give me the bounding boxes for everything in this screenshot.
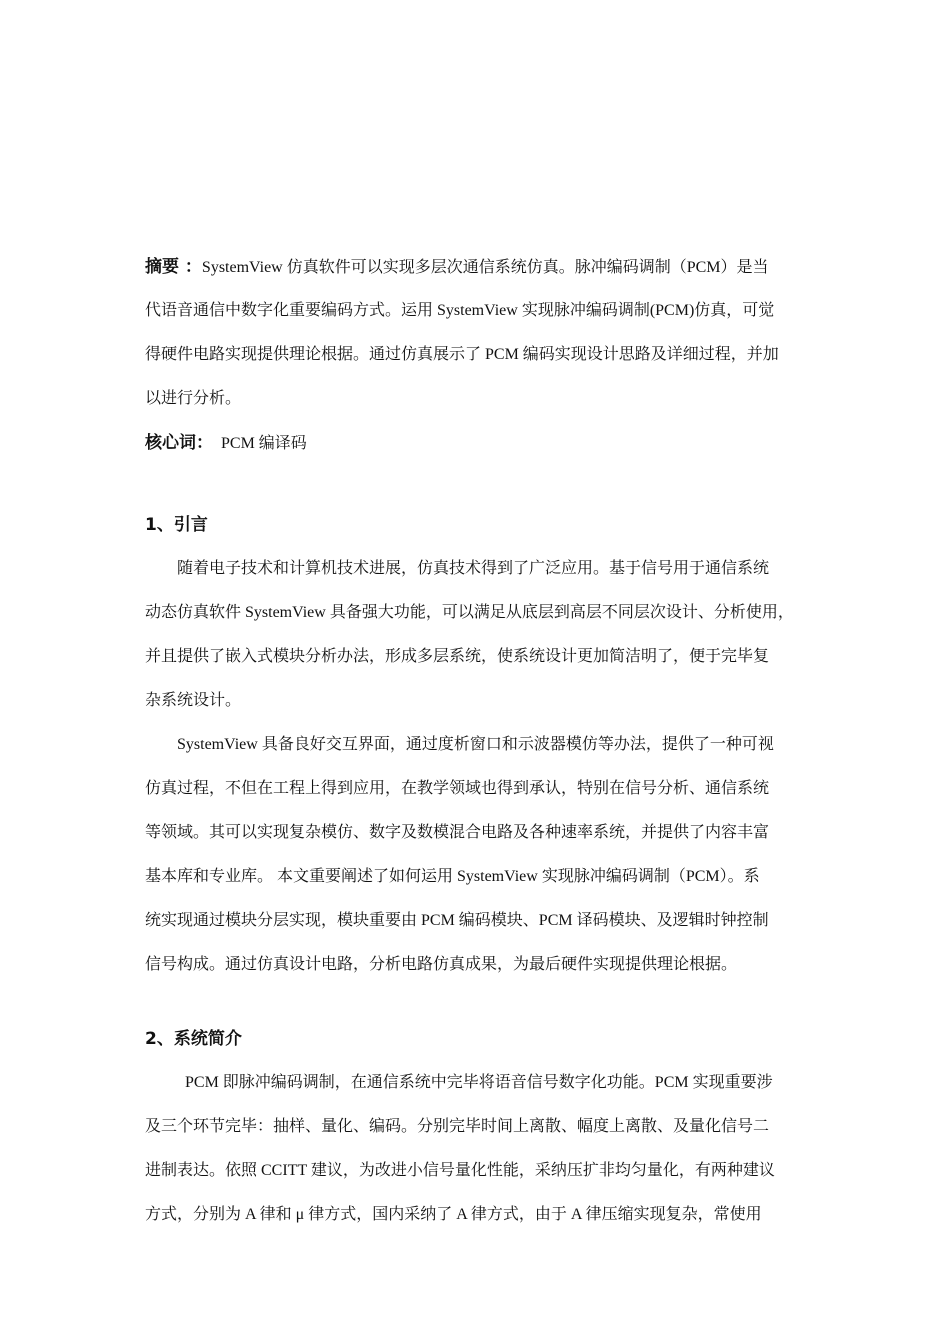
section-1-paragraph-2	[145, 723, 809, 987]
section-1-p1-line-2: 动态仿真软件 SystemView 具备强大功能，可以满足从底层到高层不同层次设计、分析使用，	[145, 604, 794, 621]
section-1-p2-line-1: SystemView 具备良好交互界面，通过度析窗口和示波器模仿等办法，提供了一种可视	[177, 736, 774, 753]
section-2-paragraph-1	[145, 1061, 809, 1237]
section-1-p1-line-3: 并且提供了嵌入式模块分析办法，形成多层系统，使系统设计更加简洁明了，便于完毕复	[145, 648, 770, 665]
keywords-value: PCM 编译码	[221, 435, 307, 452]
section-1-p1-line-1: 随着电子技术和计算机技术进展，仿真技术得到了广泛应用。基于信号用于通信系统	[177, 560, 770, 577]
section-2-heading: 2、系统简介	[145, 1029, 242, 1049]
section-2-p1-line-2: 及三个环节完毕：抽样、量化、编码。分别完毕时间上离散、幅度上离散、及量化信号二	[145, 1118, 770, 1135]
section-2-p1-line-3: 进制表达。依照 CCITT 建议，为改进小信号量化性能，采纳压扩非均匀量化，有两种建议	[145, 1162, 775, 1179]
section-1-p2-line-4: 基本库和专业库。 本文重要阐述了如何运用 SystemView 实现脉冲编码调制（PCM）。系	[145, 868, 760, 885]
section-2-p1-line-1: PCM 即脉冲编码调制，在通信系统中完毕将语音信号数字化功能。PCM 实现重要涉	[185, 1074, 773, 1091]
keywords-row	[145, 421, 809, 465]
abstract-text: SystemView 仿真软件可以实现多层次通信系统仿真。脉冲编码调制（PCM）是当	[201, 259, 769, 276]
abstract-paragraph	[145, 245, 809, 421]
section-1-p1-line-4: 杂系统设计。	[145, 692, 242, 709]
abstract-label: 摘要 ：	[145, 257, 202, 277]
abstract-line-4: 以进行分析。	[145, 390, 242, 407]
abstract-line-3: 得硬件电路实现提供理论根据。通过仿真展示了 PCM 编码实现设计思路及详细过程，并加	[145, 346, 779, 363]
abstract-line-1	[145, 245, 809, 289]
document-body	[145, 245, 809, 1237]
abstract-line-2: 代语音通信中数字化重要编码方式。运用 SystemView 实现脉冲编码调制(PCM)仿真，可觉	[145, 302, 775, 319]
section-1-p2-line-2: 仿真过程，不但在工程上得到应用，在教学领域也得到承认，特别在信号分析、通信系统	[145, 780, 770, 797]
section-1-p2-line-6: 信号构成。通过仿真设计电路，分析电路仿真成果，为最后硬件实现提供理论根据。	[145, 956, 738, 973]
section-1-p2-line-3: 等领域。其可以实现复杂模仿、数字及数模混合电路及各种速率系统，并提供了内容丰富	[145, 824, 770, 841]
section-1-paragraph-1	[145, 547, 809, 723]
keywords-label: 核心词：	[145, 433, 213, 453]
section-1-p2-line-5: 统实现通过模块分层实现，模块重要由 PCM 编码模块、PCM 译码模块、及逻辑时钟控制	[145, 912, 769, 929]
section-2-p1-line-4: 方式，分别为 A 律和 μ 律方式，国内采纳了 A 律方式，由于 A 律压缩实现复杂，常使用	[145, 1206, 762, 1223]
section-1-heading: 1、引言	[145, 515, 208, 535]
